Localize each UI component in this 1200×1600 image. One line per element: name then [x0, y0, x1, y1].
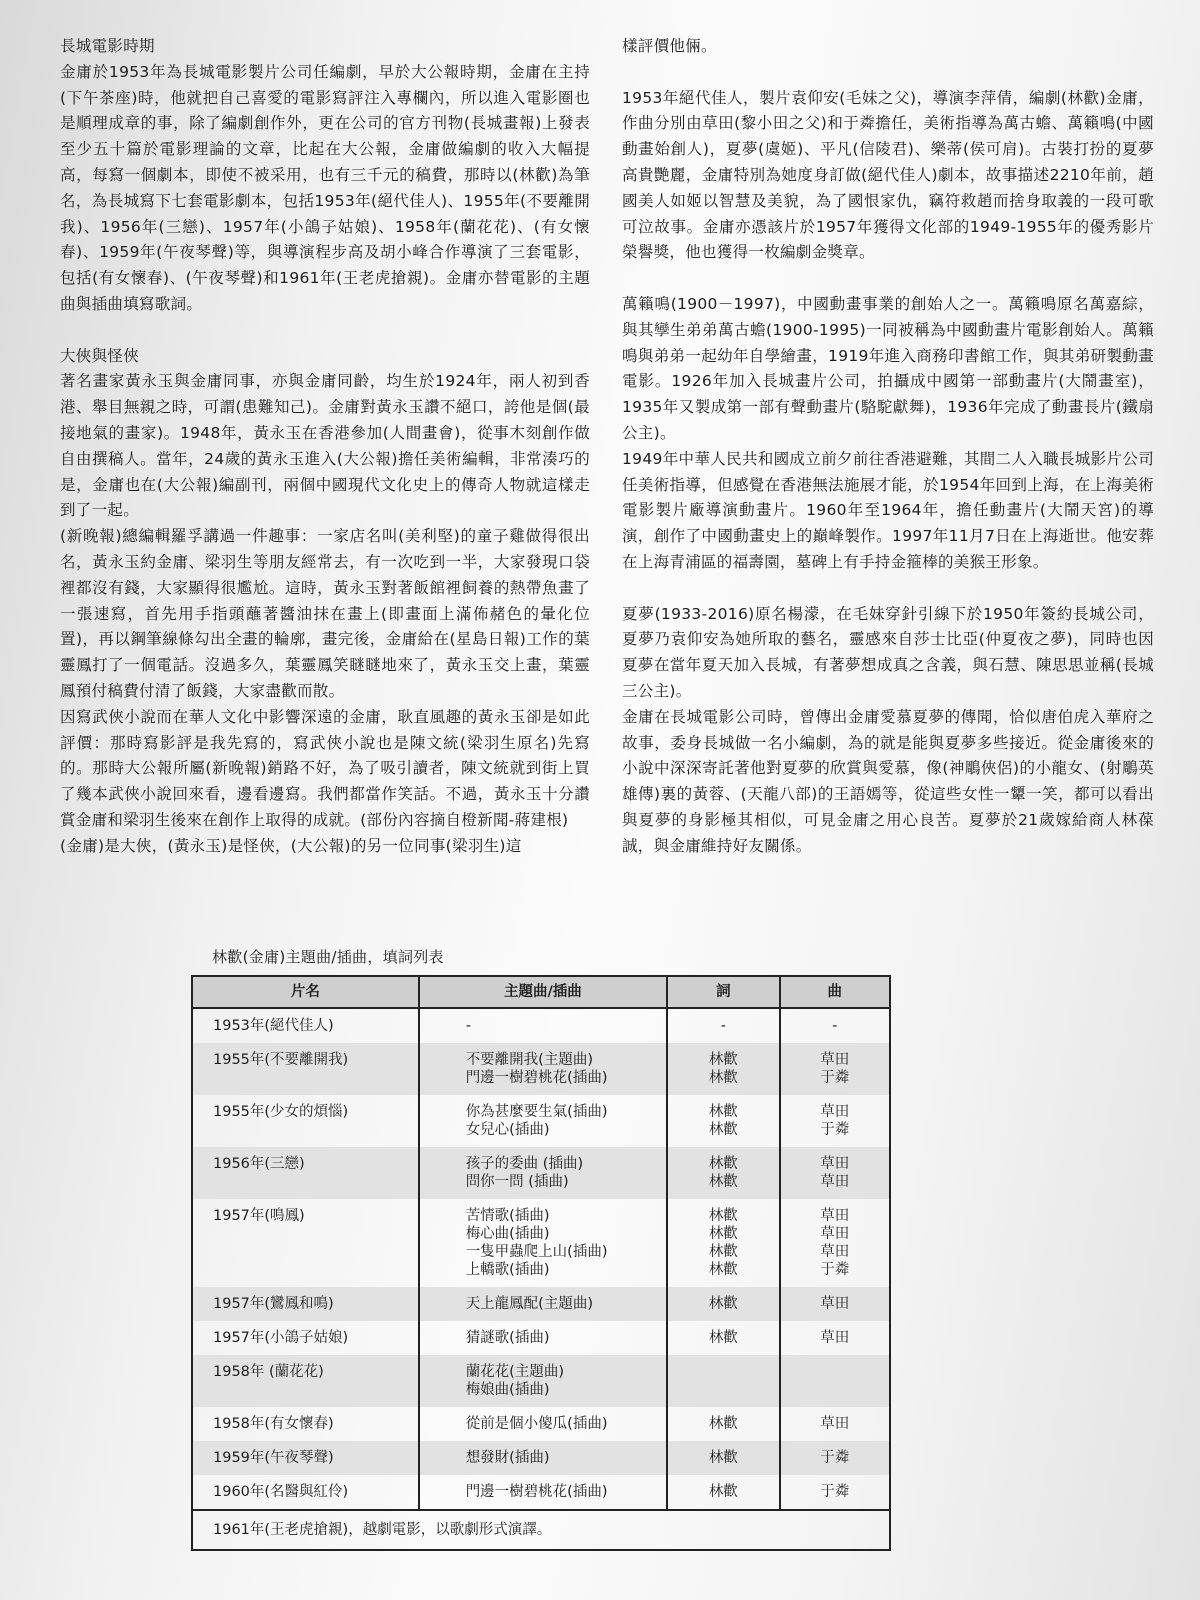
table-body	[192, 1008, 890, 1510]
cell-song-line: 梅娘曲(插曲)	[465, 1382, 550, 1398]
header-song: 主題曲/插曲	[419, 976, 667, 1008]
cell-song-line: 猜謎歌(插曲)	[465, 1330, 550, 1346]
cell-lyric-line: 林歡	[708, 1416, 738, 1432]
table-row	[192, 1441, 890, 1475]
cell-song-line: 你為甚麼要生氣(插曲)	[465, 1104, 608, 1120]
cell-film: 1957年(鸞鳳和鳴)	[192, 1287, 419, 1321]
cell-lyric-line: 林歡	[708, 1052, 738, 1068]
cell-song-line: 天上龍鳳配(主題曲)	[465, 1296, 594, 1312]
cell-film: 1958年 (蘭花花)	[192, 1355, 419, 1407]
cell-lyric	[667, 1355, 779, 1407]
cell-film: 1960年(名醫與紅伶)	[192, 1475, 419, 1510]
cell-music-line: 草田	[820, 1330, 850, 1346]
paragraph-heroes-4: (金庸)是大俠，(黃永玉)是怪俠，(大公報)的另一位同事(梁羽生)這	[60, 836, 522, 855]
table-row	[192, 1043, 890, 1095]
cell-song	[419, 1043, 667, 1095]
cell-lyric	[667, 1147, 779, 1199]
cell-film: 1957年(鳴鳳)	[192, 1199, 419, 1287]
cell-lyric-line: -	[720, 1018, 726, 1034]
cell-lyric	[667, 1407, 779, 1441]
cell-lyric	[667, 1008, 779, 1043]
cell-lyric-line: 林歡	[708, 1208, 738, 1224]
cell-music	[780, 1043, 890, 1095]
header-music: 曲	[780, 976, 890, 1008]
paragraph-heroes-2: (新晚報)總編輯羅孚講過一件趣事：一家店名叫(美利堅)的童子雞做得很出名，黃永玉約金庸、梁羽生等朋友經常去，有一次吃到一半，大家發現口袋裡都沒有錢，大家顯得很尷尬。這時，黃永玉對著飯館裡飼養的熱帶魚畫了一張速寫，首先用手指頭蘸著醬油抹在畫上(即畫面上滿佈赭色的暈化位置)，再以鋼筆線條勾出全畫的輪廓，畫完後，金庸給在(星島日報)工作的葉靈鳳打了一個電話。沒過多久，葉靈鳳笑瞇瞇地來了，黃永玉交上畫，葉靈鳳預付稿費付清了飯錢，大家盡歡而散。	[60, 527, 590, 700]
table-row	[192, 1147, 890, 1199]
cell-film: 1959年(午夜琴聲)	[192, 1441, 419, 1475]
cell-music	[780, 1355, 890, 1407]
cell-song-line: 不要離開我(主題曲)	[465, 1052, 594, 1068]
cell-music-line: 草田	[820, 1416, 850, 1432]
cell-song-line: 門邊一樹碧桃花(插曲)	[465, 1070, 608, 1086]
cell-film: 1958年(有女懷春)	[192, 1407, 419, 1441]
cell-music-line: 于粦	[820, 1450, 850, 1466]
cell-lyric	[667, 1287, 779, 1321]
cell-song-line: 門邊一樹碧桃花(插曲)	[465, 1484, 608, 1500]
cell-song	[419, 1199, 667, 1287]
cell-song	[419, 1441, 667, 1475]
cell-lyric	[667, 1095, 779, 1147]
cell-music	[780, 1199, 890, 1287]
paragraph-continued: 樣評價他倆。	[622, 37, 717, 55]
cell-music	[780, 1008, 890, 1043]
cell-music	[780, 1095, 890, 1147]
cell-lyric-line: 林歡	[708, 1070, 738, 1086]
table-row	[192, 1095, 890, 1147]
table-row	[192, 1321, 890, 1355]
cell-music-line: 于粦	[820, 1122, 850, 1138]
cell-music-line: 草田	[820, 1226, 850, 1242]
cell-music	[780, 1475, 890, 1510]
cell-song-line: 女兒心(插曲)	[465, 1122, 550, 1138]
table-row	[192, 1407, 890, 1441]
cell-lyric-line: 林歡	[708, 1450, 738, 1466]
cell-song-line: 梅心曲(插曲)	[465, 1226, 550, 1242]
right-column	[622, 34, 1154, 860]
cell-music	[780, 1147, 890, 1199]
table-caption: 林歡(金庸)主題曲/插曲，填詞列表	[212, 948, 444, 966]
cell-music-line: 草田	[820, 1296, 850, 1312]
cell-lyric	[667, 1441, 779, 1475]
cell-song	[419, 1355, 667, 1407]
cell-lyric	[667, 1321, 779, 1355]
table-row	[192, 1008, 890, 1043]
cell-music	[780, 1287, 890, 1321]
cell-lyric-line: 林歡	[708, 1262, 738, 1278]
table-footer-row	[192, 1510, 890, 1550]
cell-lyric-line: 林歡	[708, 1484, 738, 1500]
cell-song	[419, 1147, 667, 1199]
paragraph-wan-laiming-2: 1949年中華人民共和國成立前夕前往香港避難，其間二人入職長城影片公司任美術指導，但感覺在香港無法施展才能，於1954年回到上海，在上海美術電影製片廠導演動畫片。1960年至1964年，擔任動畫片(大鬧天宮)的導演，創作了中國動畫史上的巔峰製作。1997年11月7日在上海逝世。他安葬在上海青浦區的福壽園，墓碑上有手持金箍棒的美猴王形象。	[622, 449, 1154, 571]
song-table	[191, 975, 891, 1551]
cell-song-line: 上轎歌(插曲)	[465, 1262, 550, 1278]
cell-music-line: 草田	[820, 1244, 850, 1260]
cell-music-line: 草田	[820, 1104, 850, 1120]
paragraph-wan-laiming-1: 萬籟鳴(1900－1997)，中國動畫事業的創始人之一。萬籟鳴原名萬嘉綜，與其孿生弟弟萬古蟾(1900-1995)一同被稱為中國動畫片電影創始人。萬籟鳴與弟弟一起幼年自學繪畫，1919年進入商務印書館工作，與其弟研製動畫電影。1926年加入長城畫片公司，拍攝成中國第一部動畫片(大鬧畫室)，1935年又製成第一部有聲動畫片(駱駝獻舞)，1936年完成了動畫長片(鐵扇公主)。	[622, 294, 1154, 442]
cell-music	[780, 1441, 890, 1475]
cell-lyric-line: 林歡	[708, 1296, 738, 1312]
cell-film: 1953年(絕代佳人)	[192, 1008, 419, 1043]
table-row	[192, 1287, 890, 1321]
cell-song-line: 苦情歌(插曲)	[465, 1208, 550, 1224]
paragraph-heroes-1: 著名畫家黃永玉與金庸同事，亦與金庸同齡，均生於1924年，兩人初到香港、舉目無親之時，可謂(患難知己)。金庸對黃永玉讚不絕口，誇他是個(最接地氣的畫家)。1948年，黃永玉在香港參加(人間畫會)，從事木刻創作做自由撰稿人。當年，24歲的黃永玉進入(大公報)擔任美術編輯，非常湊巧的是，金庸也在(大公報)編副刊，兩個中國現代文化史上的傳奇人物就這樣走到了一起。	[60, 372, 590, 520]
cell-lyric-line: 林歡	[708, 1156, 738, 1172]
cell-music	[780, 1321, 890, 1355]
cell-song	[419, 1095, 667, 1147]
table-row	[192, 1199, 890, 1287]
cell-music-line: 于粦	[820, 1070, 850, 1086]
section-heading-great-wall: 長城電影時期	[60, 37, 155, 55]
cell-song-line: 蘭花花(主題曲)	[465, 1364, 565, 1380]
paragraph-xia-meng-2: 金庸在長城電影公司時，曾傳出金庸愛慕夏夢的傳聞，恰似唐伯虎入華府之故事，委身長城做一名小編劇，為的就是能與夏夢多些接近。從金庸後來的小說中深深寄託著他對夏夢的欣賞與愛慕，像(神鵰俠侶)的小龍女、(射鵰英雄傳)裏的黃蓉、(天龍八部)的王語嫣等，從這些女性一顰一笑，都可以看出與夏夢的身影極其相似，可見金庸之用心良苦。夏夢於21歲嫁給商人林葆誠，與金庸維持好友關係。	[622, 707, 1154, 855]
cell-song	[419, 1475, 667, 1510]
cell-lyric-line: 林歡	[708, 1122, 738, 1138]
table-row	[192, 1475, 890, 1510]
cell-lyric	[667, 1043, 779, 1095]
cell-song	[419, 1287, 667, 1321]
cell-song-line: -	[465, 1018, 471, 1034]
cell-lyric-line: 林歡	[708, 1226, 738, 1242]
cell-music-line: 草田	[820, 1052, 850, 1068]
cell-lyric	[667, 1475, 779, 1510]
header-lyric: 詞	[667, 976, 779, 1008]
cell-song-line: 一隻甲蟲爬上山(插曲)	[465, 1244, 608, 1260]
cell-song-line: 從前是個小傻瓜(插曲)	[465, 1416, 608, 1432]
cell-music-line: 草田	[820, 1208, 850, 1224]
left-column	[60, 34, 590, 860]
cell-music-line: 于粦	[820, 1262, 850, 1278]
cell-music-line: 草田	[820, 1174, 850, 1190]
table-header-row	[192, 976, 890, 1008]
cell-music-line: 于粦	[820, 1484, 850, 1500]
cell-music	[780, 1407, 890, 1441]
cell-song	[419, 1321, 667, 1355]
paragraph-jueda-jiaren: 1953年絕代佳人，製片袁仰安(毛妹之父)，導演李萍倩，編劇(林歡)金庸，作曲分別由草田(黎小田之父)和于粦擔任，美術指導為萬古蟾、萬籟鳴(中國動畫始創人)，夏夢(虞姬)、平凡(信陵君)、樂蒂(侯可肩)。古裝打扮的夏夢高貴艷麗，金庸特別為她度身訂做(絕代佳人)劇本，故事描述2210年前，趙國美人如姬以智慧及美貌，為了國恨家仇，竊符救趙而捨身取義的一段可歌可泣故事。金庸亦憑該片於1957年獲得文化部的1949-1955年的優秀影片榮譽獎，他也獲得一枚編劇金獎章。	[622, 88, 1154, 262]
cell-song	[419, 1008, 667, 1043]
section-heading-heroes: 大俠與怪俠	[60, 346, 140, 365]
cell-lyric-line: 林歡	[708, 1104, 738, 1120]
cell-music-line: 草田	[820, 1156, 850, 1172]
cell-film: 1957年(小鴿子姑娘)	[192, 1321, 419, 1355]
cell-song-line: 想發財(插曲)	[465, 1450, 550, 1466]
cell-lyric-line: 林歡	[708, 1244, 738, 1260]
table-footer-note: 1961年(王老虎搶親)，越劇電影，以歌劇形式演譯。	[192, 1510, 890, 1550]
cell-song-line: 孩子的委曲 (插曲)	[465, 1156, 584, 1172]
paragraph-xia-meng-1: 夏夢(1933-2016)原名楊濛，在毛妹穿針引線下於1950年簽約長城公司，夏夢乃袁仰安為她所取的藝名，靈感來自莎士比亞(仲夏夜之夢)，同時也因夏夢在當年夏天加入長城，有著夢想成真之含義，與石慧、陳思思並稱(長城三公主)。	[622, 604, 1154, 700]
header-film: 片名	[192, 976, 419, 1008]
cell-film: 1956年(三戀)	[192, 1147, 419, 1199]
cell-film: 1955年(少女的煩惱)	[192, 1095, 419, 1147]
cell-song	[419, 1407, 667, 1441]
cell-music-line: -	[832, 1018, 838, 1034]
table-row	[192, 1355, 890, 1407]
cell-song-line: 問你一問 (插曲)	[465, 1174, 569, 1190]
paragraph-heroes-3: 因寫武俠小說而在華人文化中影響深遠的金庸，耿直風趣的黃永玉卻是如此評價：那時寫影評是我先寫的，寫武俠小說也是陳文統(梁羽生原名)先寫的。那時大公報所屬(新晚報)銷路不好，為了吸引讀者，陳文統就到街上買了幾本武俠小說回來看，邊看邊寫。我們都當作笑話。不過，黃永玉十分讚賞金庸和梁羽生後來在創作上取得的成就。(部份內容摘自橙新聞-蔣建根)	[60, 707, 590, 829]
paragraph-great-wall: 金庸於1953年為長城電影製片公司任編劇，早於大公報時期，金庸在主持(下午茶座)時，他就把自己喜愛的電影寫評注入專欄內，所以進入電影圈也是順理成章的事，除了編劇創作外，更在公司的官方刊物(長城畫報)上發表至少五十篇於電影理論的文章，比起在大公報，金庸做編劇的收入大幅提高，每寫一個劇本，即使不被采用，也有三千元的稿費，那時以(林歡)為筆名，為長城寫下七套電影劇本，包括1953年(絕代佳人)、1955年(不要離開我)、1956年(三戀)、1957年(小鴿子姑娘)、1958年(蘭花花)、(有女懷春)、1959年(午夜琴聲)等，與導演程步高及胡小峰合作導演了三套電影，包括(有女懷春)、(午夜琴聲)和1961年(王老虎搶親)。金庸亦替電影的主題曲與插曲填寫歌詞。	[60, 62, 590, 313]
cell-film: 1955年(不要離開我)	[192, 1043, 419, 1095]
cell-lyric-line: 林歡	[708, 1330, 738, 1346]
cell-lyric	[667, 1199, 779, 1287]
cell-lyric-line: 林歡	[708, 1174, 738, 1190]
